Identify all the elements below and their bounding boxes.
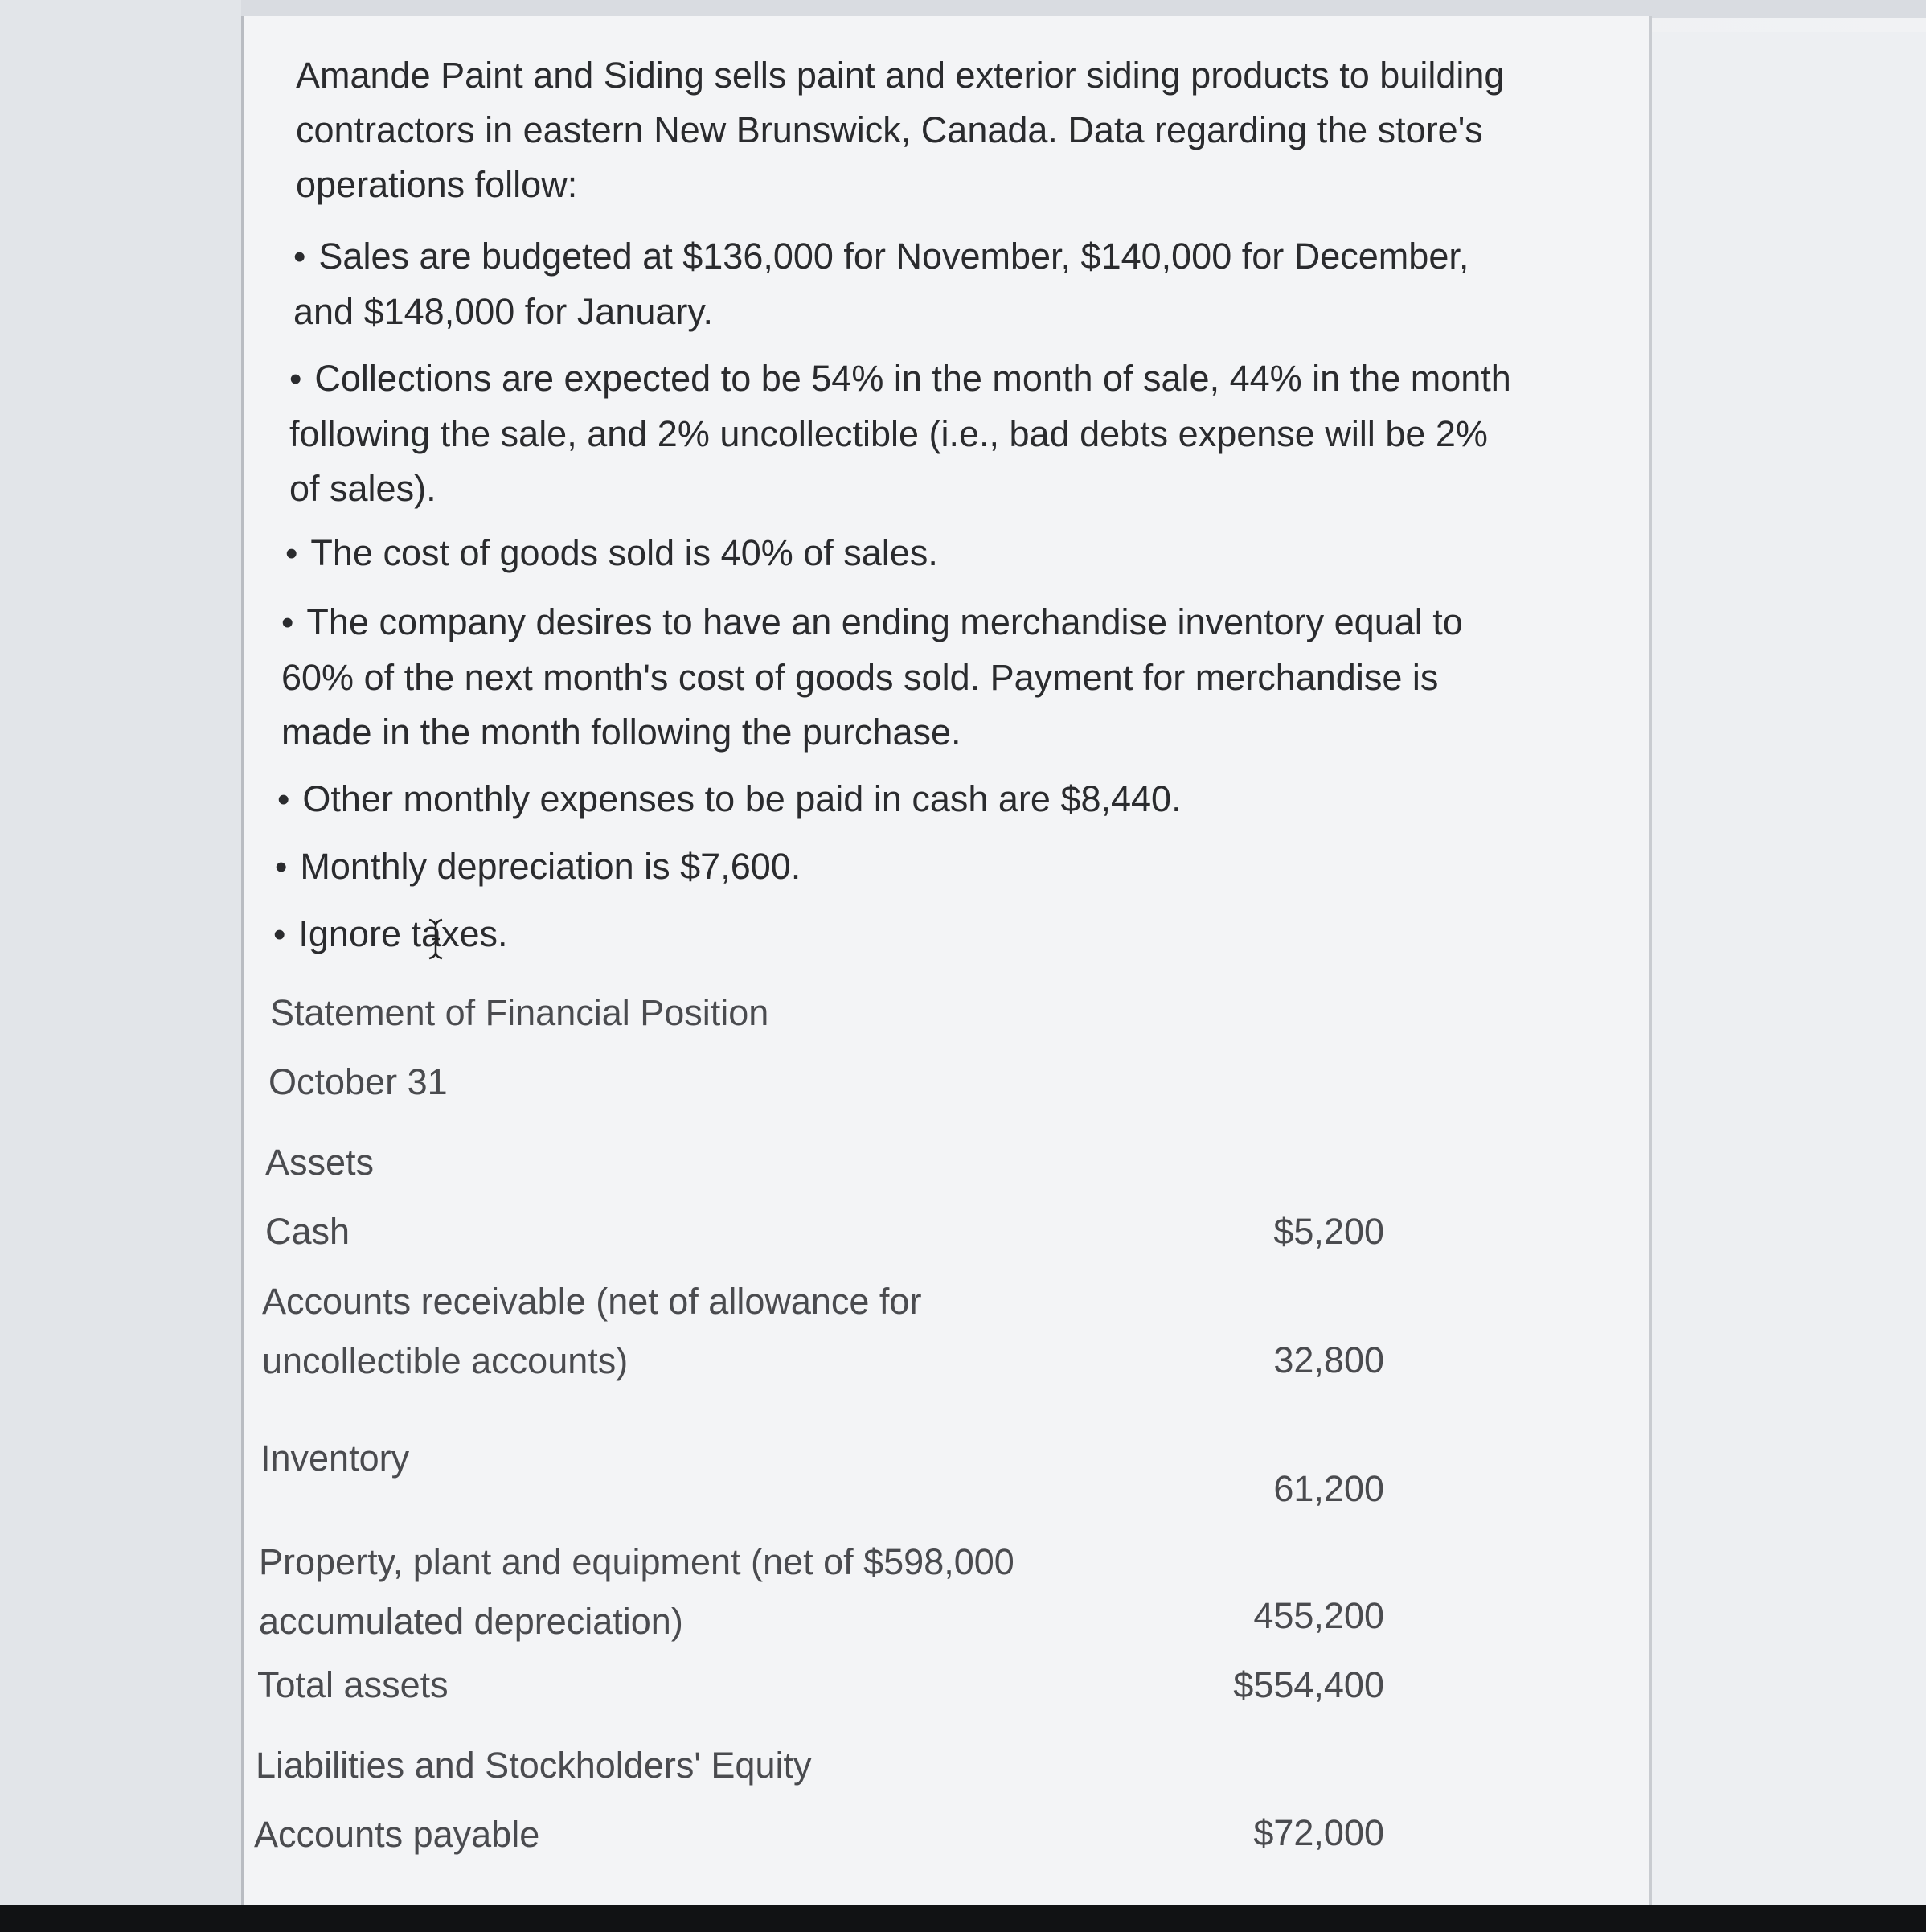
bullet-cogs: • The cost of goods sold is 40% of sales. [285,526,1507,581]
row-cash-value: $5,200 [1273,1211,1384,1252]
row-ar-value: 32,800 [1273,1339,1384,1380]
row-ap-value: $72,000 [1253,1812,1384,1853]
liabilities-heading: Liabilities and Stockholders' Equity [256,1745,812,1786]
problem-intro: Amande Paint and Siding sells paint and exterior siding products to building contractors in eastern New Brunswick, Canada. Data regarding the store's operations follow: [296,55,1505,205]
right-gutter [1652,32,1926,1905]
bullet-other-expenses: • Other monthly expenses to be paid in cash are $8,440. [277,772,1499,827]
left-gutter [0,0,241,1905]
row-ar-label: Accounts receivable (net of allowance for uncollectible accounts) [262,1281,922,1381]
bullet-taxes: • Ignore taxes. [273,907,1495,962]
bottom-bezel [0,1905,1926,1932]
row-inventory-value: 61,200 [1273,1468,1384,1509]
statement-title: Statement of Financial Position [270,992,769,1033]
row-cash-label: Cash [265,1211,350,1252]
bullet-inventory: • The company desires to have an ending merchandise inventory equal to 60% of the next month's cost of goods sold. Payment for merchandise is made in the month following the purchase. [281,595,1503,760]
bullet-sales: • Sales are budgeted at $136,000 for November, $140,000 for December, and $148,000 for January. [293,229,1515,339]
row-total-assets-value: $554,400 [1233,1664,1384,1705]
text-cursor-icon [427,918,445,960]
assets-heading: Assets [265,1142,375,1183]
top-strip [0,0,1926,18]
row-inventory-label: Inventory [260,1438,410,1479]
bullet-depreciation: • Monthly depreciation is $7,600. [275,839,1497,895]
row-ppe-value: 455,200 [1253,1595,1384,1636]
bullet-collections: • Collections are expected to be 54% in the month of sale, 44% in the month following the sale, and 2% uncollectible (i.e., bad debts expense will be 2% of sales). [289,351,1511,516]
statement-date: October 31 [268,1061,448,1102]
row-ap-label: Accounts payable [254,1814,540,1855]
row-ppe-label: Property, plant and equipment (net of $598,000 accumulated depreciation) [259,1541,1014,1642]
row-total-assets-label: Total assets [257,1664,449,1705]
